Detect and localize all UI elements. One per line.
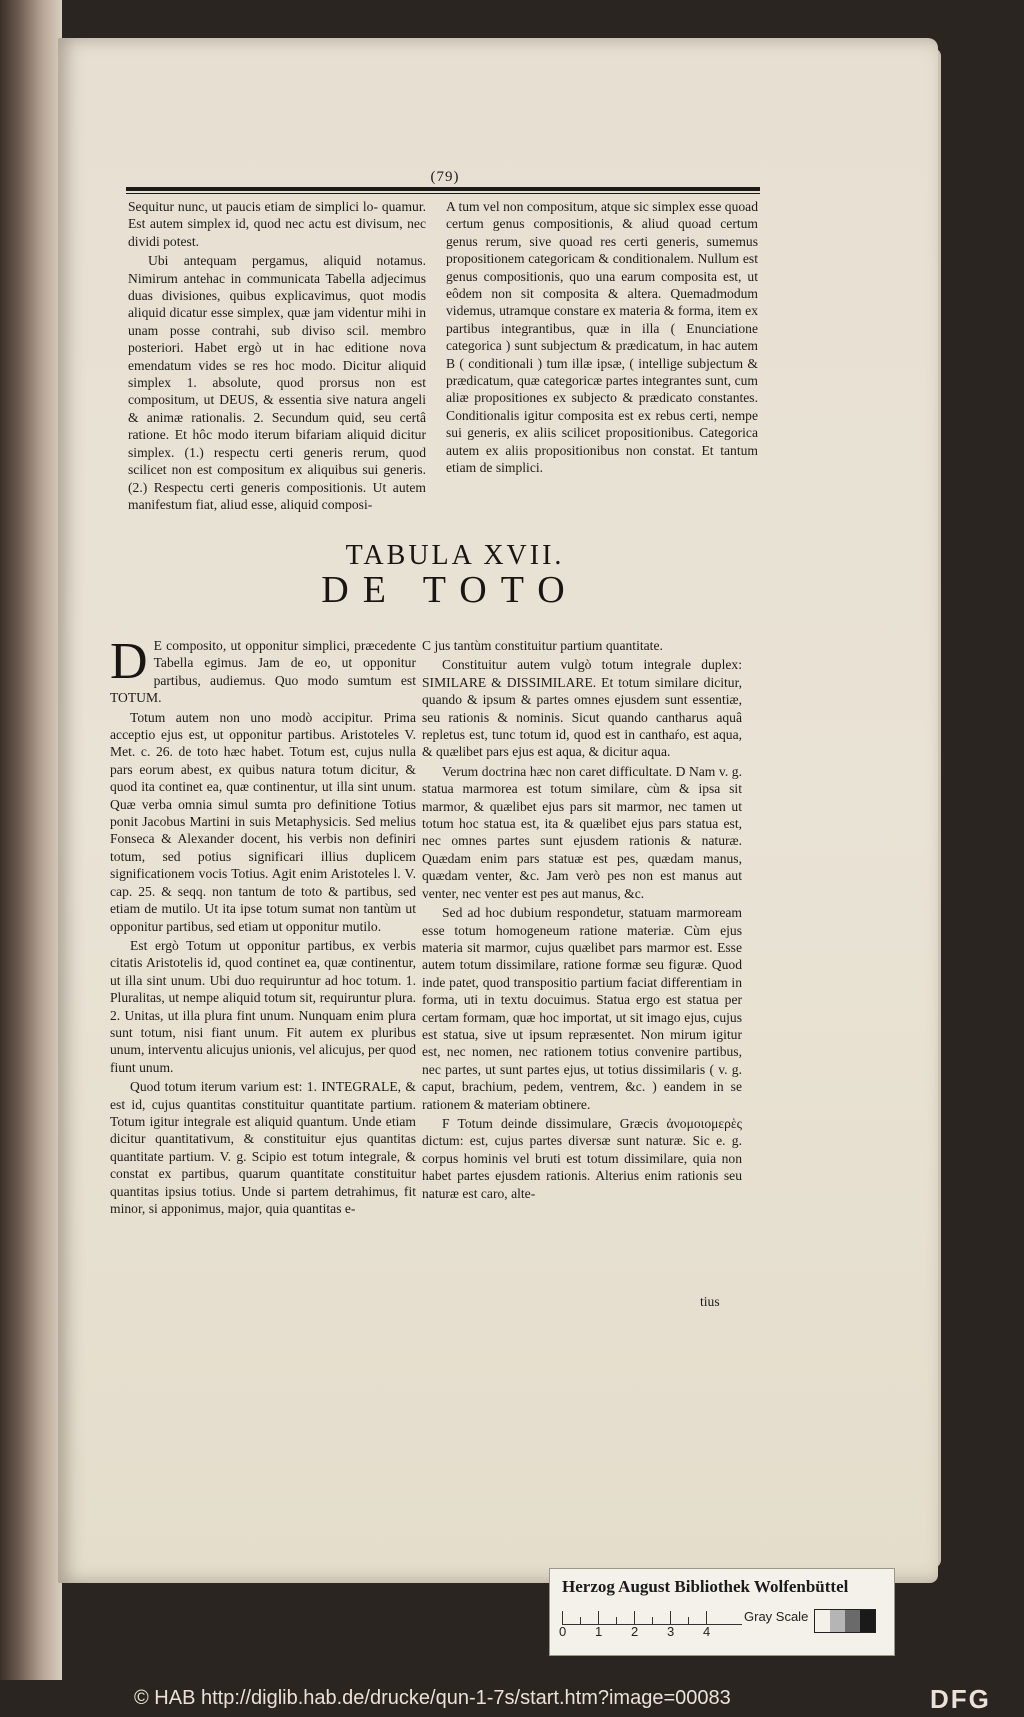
paragraph: F Totum deinde dissimulare, Græcis ἀνομοιομερὲς dictum: est, cujus partes diversæ sunt naturæ. Sic e. g. corpus hominis vel bruti est totum dissimilare, quia non habet partes ejusdem rationis. Alterius enim rationis seu naturæ est caro, alte- bbox=[422, 1115, 742, 1201]
drop-cap: D bbox=[110, 633, 148, 690]
footer-bar bbox=[0, 1680, 1024, 1717]
section-title: DE TOTO bbox=[321, 569, 579, 611]
paragraph: C jus tantùm constituitur partium quantitate. bbox=[422, 638, 663, 653]
paragraph-text: E composito, ut opponitur simplici, præcedente Tabella egimus. Jam de eo, ut opponitur partibus, audiemus. Quo modo sumtum est TOTUM. bbox=[110, 638, 416, 706]
grayscale-bar bbox=[814, 1609, 876, 1633]
paragraph: Quod totum iterum varium est: 1. INTEGRALE, & est id, cujus quantitas constituitur quantitate partium. Totum igitur integrale est aliquid quantum. Unde etiam dicitur quantitativum, & constituitur ejus quantitas quantitate partium. V. g. Scipio est totum integrale, & constat ex partibus, quarum quantitate constituitur quantitas ipsius totius. Unde si partem detrahimus, fit minor, si apponimus, major, quia quantitas e- bbox=[110, 1079, 416, 1216]
paragraph: Sequitur nunc, ut paucis etiam de simplici lo- quamur. Est autem simplex id, quod nec actu est divisum, nec dividi potest. bbox=[128, 199, 426, 249]
scale-number: 4 bbox=[703, 1624, 711, 1639]
header-rule-thin bbox=[126, 193, 760, 194]
scale-number: 2 bbox=[631, 1624, 639, 1639]
page-number: (79) bbox=[430, 169, 460, 185]
paragraph: Totum autem non uno modò accipitur. Prima acceptio ejus est, ut opponitur partibus. Aristoteles V. Met. c. 26. de toto hæc habet. Totum est, cujus nulla pars eorum abest, ex quibus natura totum dicitur, & quod ita continet ea, quæ continentur, ut illa sint unum. Quæ verba omnia simul sumta pro definitione Totius ponit Jacobus Martini in suis Metaphysicis. Sed melius Fonseca & Alexander docent, his verbis non definiri totum, sed potius significari illius duplicem significationem vocis Totius. Agit enim Aristoteles l. V. cap. 25. & seqq. non tantum de toto & partibus, sed etiam de mutilo. Ut ita ipse totum sumat non tantùm ut opponitur partibus, sed etiam ut opponitur mutilo. bbox=[110, 709, 416, 934]
library-label bbox=[549, 1568, 895, 1656]
header-rule bbox=[126, 187, 760, 191]
paragraph: Constituitur autem vulgò totum integrale duplex: SIMILARE & DISSIMILARE. Et totum similare dicitur, quando & ipsum & partes omnes ejusdem sunt essentiæ, seu rationis & nominis. Sicut quando cantharus aquâ repletus est, tunc totum id, quod est in canthaŕo, est aqua, & quælibet pars ejus est aqua, & dicitur aqua. bbox=[422, 657, 742, 760]
paragraph bbox=[110, 633, 416, 707]
top-left-column bbox=[128, 198, 426, 515]
paragraph: Verum doctrina hæc non caret difficultate. D Nam v. g. statua marmorea est totum similare, cùm & ipsa sit marmor, & quælibet ejus pars sit marmor, nec tamen ut totum hoc statua est, ita & quælibet ejus pars statua est, nec omnes partes sunt ejusdem rationis & naturæ. Quædam enim pars statuæ est pes, quædam manus, quædam venter, &c. Jam verò pes non est manus aut venter, nec venter est pes aut manus, &c. bbox=[422, 763, 742, 901]
scale-number: 3 bbox=[667, 1624, 675, 1639]
paragraph: Est ergò Totum ut opponitur partibus, ex verbis citatis Aristotelis id, quod continet ea, quæ continentur, ut illa sint unum. Ubi duo requiruntur ad hoc totum. 1. Pluralitas, ut nempe aliquid totum sit, requiruntur plura. 2. Unitas, ut illa plura fint unum. Nunquam enim plura sunt totum, nisi fiant unum. Fit autem ex pluribus unum, interventu alicujus unionis, vel alicujus, per quod fiunt unum. bbox=[110, 937, 416, 1075]
body-left-column bbox=[110, 633, 416, 1219]
copyright-url: © HAB http://diglib.hab.de/drucke/qun-1-7s/start.htm?image=00083 bbox=[134, 1687, 731, 1709]
paragraph: Sed ad hoc dubium respondetur, statuam marmoream esse totum homogeneum ratione materiæ. Cùm ejus materia sit marmor, cujus quælibet pars marmor est. Esse autem totum dissimilare, ratione formæ seu figuræ. Quod inde patet, quod transpositio partium faciat differentiam in forma, uti in textu docuimus. Statua ergo est statua per certam formam, quæ hoc importat, ut sit imago ejus, cujus est statua, sive ut ipsum repræsentet. Non mirum igitur est, nec nomen, nec rationem totius convenire partibus, nec partes, ut sunt partes ejus, ut totius dissimilaris ( v. g. caput, brachium, pedem, ventrem, &c. ) eandem in se rationem & materiam obtinere. bbox=[422, 905, 742, 1112]
scale-number: 0 bbox=[559, 1624, 567, 1639]
scale-number: 1 bbox=[595, 1624, 603, 1639]
scale-ruler bbox=[559, 1609, 742, 1639]
book-spine bbox=[0, 0, 62, 1680]
top-right-column bbox=[446, 198, 758, 479]
body-right-column bbox=[422, 637, 742, 1204]
dfg-logo: DFG bbox=[930, 1684, 991, 1714]
paragraph: Ubi antequam pergamus, aliquid notamus. Nimirum antehac in communicata Tabella adjecimus duas divisiones, quibus explicavimus, quot modis aliquid dicatur esse simplex, quæ jam videntur mihi in unam posse contrahi, sub diviso scil. membro posteriori. Habet ergò ut in hac editione nova emendatum vides se res hoc modo. Dicitur aliquid simplex 1. absolute, quod prorsus non est compositum, ut DEUS, & essentia sive natura angeli & animæ rationalis. 2. Secundum quid, seu certâ ratione. Et hôc modo iterum bifariam aliquid dicitur simplex. (1.) respectu certi generis rerum, quod scilicet non est compositum ex aliquibus sui generis. (2.) Respectu certi generis compositionis. Ut autem manifestum fiat, aliud esse, aliquid composi- bbox=[128, 253, 426, 512]
section-title-number: TABULA XVII. bbox=[345, 540, 565, 571]
catchword: tius bbox=[700, 1294, 720, 1309]
library-name: Herzog August Bibliothek Wolfenbüttel bbox=[562, 1577, 849, 1596]
grayscale-label: Gray Scale bbox=[744, 1609, 809, 1624]
paragraph: A tum vel non compositum, atque sic simplex esse quoad certum genus compositionis, & aliud quoad certum genus rerum, sive quoad res certi generis, sumemus propositionem categoricam & conditionalem. Nullum est genus compositionis, quo una earum composita est, ut eôdem non sit composita & altera. Quemadmodum videmus, utramque constare ex materia & forma, item ex partibus integrantibus, quæ in illa ( Enunciatione categorica ) sunt subjectum & prædicatum, in hac autem B ( conditionali ) tum illæ ipsæ, ( intellige subjectum & prædicatum, quæ categoricæ partes integrantes sunt, cum aliæ propositiones ex subjecto & prædicato constantes. Conditionalis igitur composita est ex rebus certi, nempe sui generis, ex aliis scilicet propositionibus. Categorica autem ex aliis propositionibus non constat. Et tantum etiam de simplici. bbox=[446, 199, 758, 476]
